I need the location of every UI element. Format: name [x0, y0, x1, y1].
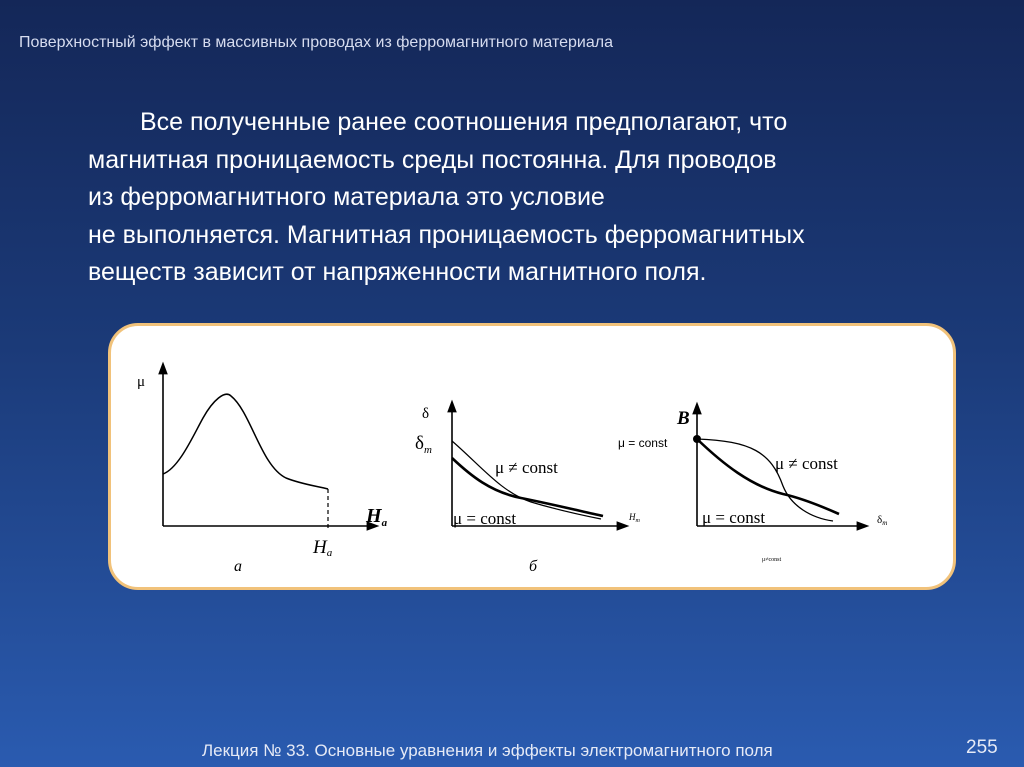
plot-b-y-marker-sub: m: [423, 444, 432, 456]
plot-c-caption: μ≠const: [762, 557, 782, 563]
body-line: Все полученные ранее соотношения предполагают, что: [140, 108, 788, 136]
figure-panel: [108, 323, 956, 590]
footer-text: Лекция № 33. Основные уравнения и эффекты электромагнитного поля: [202, 741, 773, 760]
plot-a: [137, 368, 388, 575]
plot-a-x-label: [365, 505, 388, 529]
plot-b-y-label: δ: [422, 406, 430, 422]
plot-b: [415, 406, 641, 575]
plot-b-x-label-sub: m: [635, 518, 640, 524]
plot-a-h-marker-main: H: [313, 537, 327, 558]
body-paragraph: [88, 104, 998, 292]
plot-b-y-marker-main: δ: [415, 433, 424, 454]
plot-b-y-marker: [415, 433, 432, 456]
plot-b-thick-label: μ = const: [453, 509, 517, 528]
plot-a-curve: [163, 394, 328, 489]
plot-b-x-label: [628, 512, 641, 524]
plot-c-thin-label: μ ≠ const: [775, 454, 838, 473]
body-line: магнитная проницаемость среды постоянна. Для проводов: [88, 145, 777, 174]
plot-a-h-marker: [312, 537, 333, 559]
plot-a-x-label-sub: a: [381, 517, 388, 529]
plot-c-x-label-main: δ: [877, 514, 883, 526]
plot-c-curve-thick: [697, 439, 839, 514]
body-line: веществ зависит от напряженности магнитного поля.: [88, 258, 707, 286]
plot-b-thin-label: μ ≠ const: [495, 458, 558, 477]
body-line: из ферромагнитного материала это условие: [88, 183, 605, 211]
plot-a-y-label: μ: [137, 374, 146, 390]
plot-c: [618, 408, 887, 563]
plot-a-x-label-main: H: [366, 505, 382, 527]
figure-illustration: [111, 326, 959, 593]
page-number: 255: [966, 737, 998, 758]
plot-a-caption: а: [234, 558, 242, 575]
plot-c-thick-label: μ = const: [702, 508, 766, 527]
plot-c-origin-dot: [693, 435, 701, 443]
body-line: не выполняется. Магнитная проницаемость ферромагнитных: [88, 220, 805, 249]
plot-a-h-marker-sub: a: [326, 547, 333, 559]
plot-c-mu-const-label: μ = const: [618, 436, 668, 450]
plot-b-curve-thin: [452, 441, 601, 519]
plot-c-x-label-sub: m: [882, 519, 888, 527]
plot-b-caption: б: [529, 558, 538, 575]
plot-b-x-label-main: H: [629, 512, 636, 522]
slide-title: Поверхностный эффект в массивных проводах из ферромагнитного материала: [19, 34, 613, 51]
plot-c-x-label: [877, 514, 887, 527]
plot-c-y-label: B: [677, 408, 690, 429]
